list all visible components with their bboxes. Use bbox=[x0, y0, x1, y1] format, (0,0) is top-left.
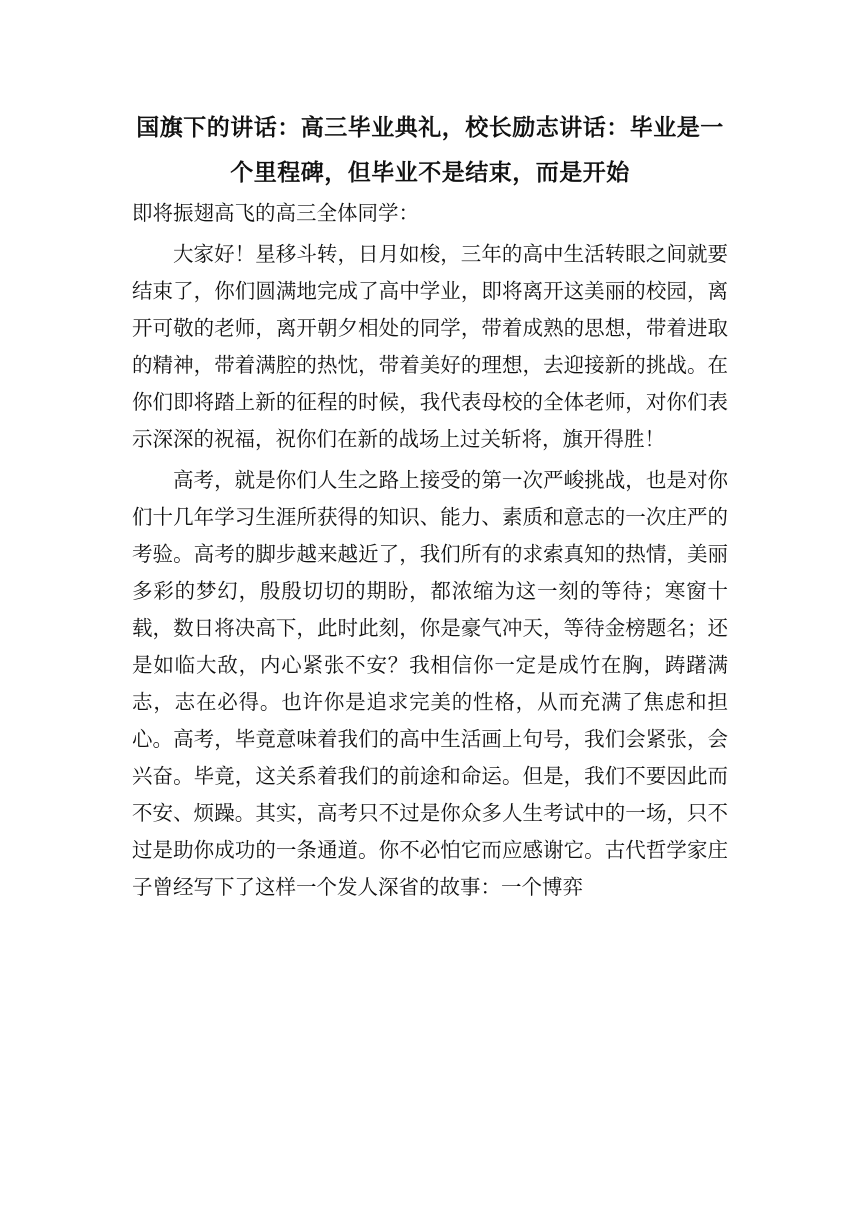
paragraph-2: 高考，就是你们人生之路上接受的第一次严峻挑战，也是对你们十几年学习生涯所获得的知识、能力、素质和意志的一次庄严的考验。高考的脚步越来越近了，我们所有的求索真知的热情，美丽多彩的梦幻，殷殷切切的期盼，都浓缩为这一刻的等待；寒窗十载，数日将决高下，此时此刻，你是豪气冲天，等待金榜题名；还是如临大敌，内心紧张不安？我相信你一定是成竹在胸，踌躇满志，志在必得。也许你是追求完美的性格，从而充满了焦虑和担心。高考，毕竟意味着我们的高中生活画上句号，我们会紧张，会兴奋。毕竟，这关系着我们的前途和命运。但是，我们不要因此而不安、烦躁。其实，高考只不过是你众多人生考试中的一场，只不过是助你成功的一条通道。你不必怕它而应感谢它。古代哲学家庄子曾经写下了这样一个发人深省的故事：一个博弈 bbox=[132, 468, 728, 899]
document-body bbox=[132, 195, 728, 906]
document-title: 国旗下的讲话：高三毕业典礼，校长励志讲话：毕业是一个里程碑，但毕业不是结束，而是开始 bbox=[136, 114, 724, 186]
paragraph-1: 大家好！星移斗转，日月如梭，三年的高中生活转眼之间就要结束了，你们圆满地完成了高中学业，即将离开这美丽的校园，离开可敬的老师，离开朝夕相处的同学，带着成熟的思想，带着进取的精神，带着满腔的热忱，带着美好的理想，去迎接新的挑战。在你们即将踏上新的征程的时候，我代表母校的全体老师，对你们表示深深的祝福，祝你们在新的战场上过关斩将，旗开得胜！ bbox=[132, 242, 728, 451]
salutation: 即将振翅高飞的高三全体同学： bbox=[132, 201, 419, 225]
